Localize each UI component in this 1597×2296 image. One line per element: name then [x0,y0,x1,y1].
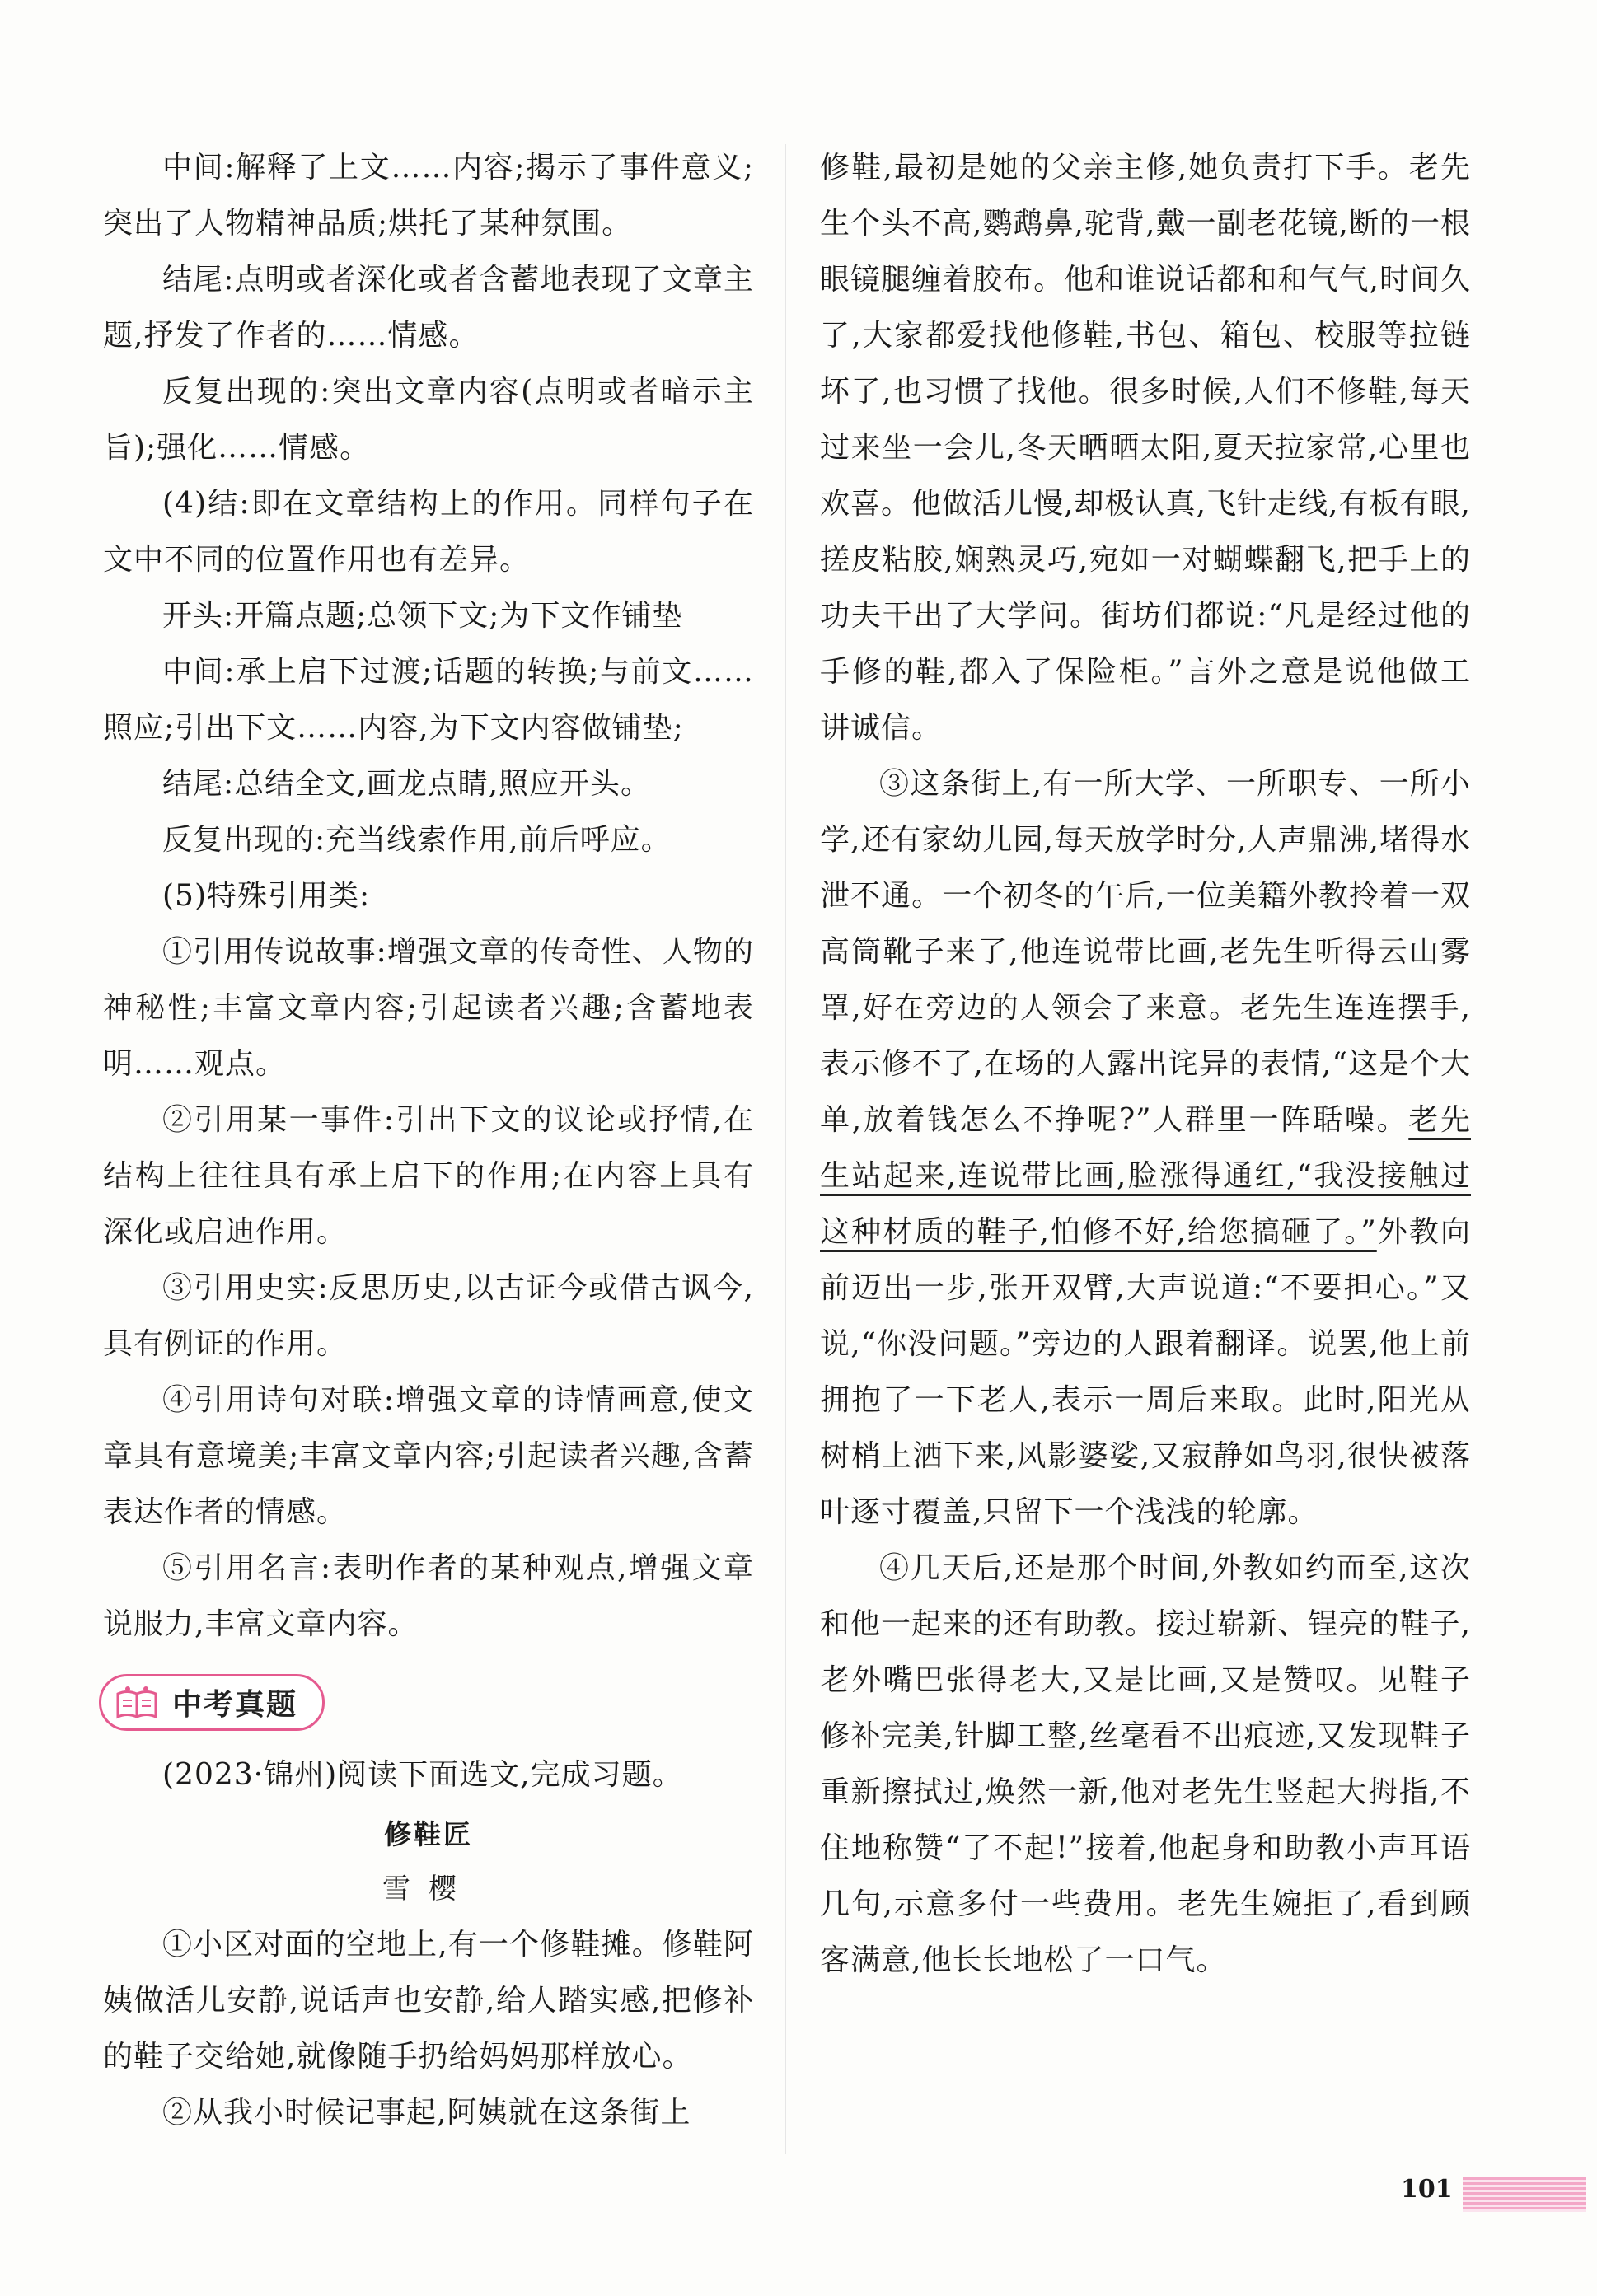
story-paragraph: ②从我小时候记事起,阿姨就在这条街上 [162,2096,691,2130]
left-column [103,140,754,2141]
paragraph: ①引用传说故事:增强文章的传奇性、人物的神秘性;丰富文章内容;引起读者兴趣;含蓄地表明……观点。 [103,935,754,1081]
paragraph: 中间:承上启下过渡;话题的转换;与前文……照应;引出下文……内容,为下文内容做铺垫; [103,655,754,745]
paragraph: ④引用诗句对联:增强文章的诗情画意,使文章具有意境美;丰富文章内容;引起读者兴趣,含蓄表达作者的情感。 [103,1383,754,1529]
story-paragraph: ④几天后,还是那个时间,外教如约而至,这次和他一起来的还有助教。接过崭新、锃亮的鞋子,老外嘴巴张得老大,又是比画,又是赞叹。见鞋子修补完美,针脚工整,丝毫看不出痕迹,又发现鞋子重新擦拭过,焕然一新,他对老先生竖起大拇指,不住地称赞“了不起!”接着,他起身和助教小声耳语几句,示意多付一些费用。老先生婉拒了,看到顾客满意,他长长地松了一口气。 [820,1551,1471,1977]
paragraph: ⑤引用名言:表明作者的某种观点,增强文章说服力,丰富文章内容。 [103,1551,754,1641]
paragraph: (5)特殊引用类: [162,879,371,913]
column-divider [785,144,786,2154]
story-paragraph-3 [820,756,1471,1541]
right-column [820,140,1471,1989]
paragraph: 反复出现的:充当线索作用,前后呼应。 [162,823,672,857]
source-line: (2023·锦州)阅读下面选文,完成习题。 [162,1758,683,1792]
section-header [99,1674,325,1731]
paragraph: ②引用某一事件:引出下文的议论或抒情,在结构上往往具有承上启下的作用;在内容上具有深化或启迪作用。 [103,1103,754,1249]
open-book-icon [115,1686,159,1720]
underlined-sentence: 老先生站起来,连说带比画,脸涨得通红,“我没接触过这种材质的鞋子,怕修不好,给您搞砸了。” [820,1103,1471,1249]
paragraph: ③引用史实:反思历史,以古证今或借古讽今,具有例证的作用。 [103,1271,754,1361]
paragraph-text: ③这条街上,有一所大学、一所职专、一所小学,还有家幼儿园,每天放学时分,人声鼎沸,堵得水泄不通。一个初冬的午后,一位美籍外教拎着一双高筒靴子来了,他连说带比画,老先生听得云山雾罩,好在旁边的人领会了来意。老先生连连摆手,表示修不了,在场的人露出诧异的表情,“这是个大单,放着钱怎么不挣呢?”人群里一阵聒噪。 [820,767,1471,1137]
paragraph: 开头:开篇点题;总领下文;为下文作铺垫 [162,599,683,633]
story-title: 修鞋匠 [384,1818,473,1850]
paragraph: 中间:解释了上文……内容;揭示了事件意义;突出了人物精神品质;烘托了某种氛围。 [103,151,754,241]
page-decoration [1463,2177,1586,2212]
paragraph: 结尾:总结全文,画龙点睛,照应开头。 [162,767,652,801]
author: 雪樱 [382,1873,475,1906]
story-paragraph: 修鞋,最初是她的父亲主修,她负责打下手。老先生个头不高,鹦鹉鼻,驼背,戴一副老花镜,断的一根眼镜腿缠着胶布。他和谁说话都和和气气,时间久了,大家都爱找他修鞋,书包、箱包、校服等拉链坏了,也习惯了找他。很多时候,人们不修鞋,每天过来坐一会儿,冬天晒晒太阳,夏天拉家常,心里也欢喜。他做活儿慢,却极认真,飞针走线,有板有眼,搓皮粘胶,娴熟灵巧,宛如一对蝴蝶翻飞,把手上的功夫干出了大学问。街坊们都说:“凡是经过他的手修的鞋,都入了保险柜。”言外之意是说他做工讲诚信。 [820,151,1471,745]
paragraph: 结尾:点明或者深化或者含蓄地表现了文章主题,抒发了作者的……情感。 [103,263,754,353]
paragraph: (4)结:即在文章结构上的作用。同样句子在文中不同的位置作用也有差异。 [103,487,754,577]
paragraph-text: 外教向前迈出一步,张开双臂,大声说道:“不要担心。”又说,“你没问题。”旁边的人跟着翻译。说罢,他上前拥抱了一下老人,表示一周后来取。此时,阳光从树梢上洒下来,风影婆娑,又寂静如鸟羽,很快被落叶逐寸覆盖,只留下一个浅浅的轮廓。 [820,1215,1471,1529]
section-header-label: 中考真题 [172,1688,298,1722]
page-number: 101 [1401,2175,1453,2204]
story-paragraph: ①小区对面的空地上,有一个修鞋摊。修鞋阿姨做活儿安静,说话声也安静,给人踏实感,把修补的鞋子交给她,就像随手扔给妈妈那样放心。 [103,1928,754,2074]
paragraph: 反复出现的:突出文章内容(点明或者暗示主旨);强化……情感。 [103,375,754,465]
